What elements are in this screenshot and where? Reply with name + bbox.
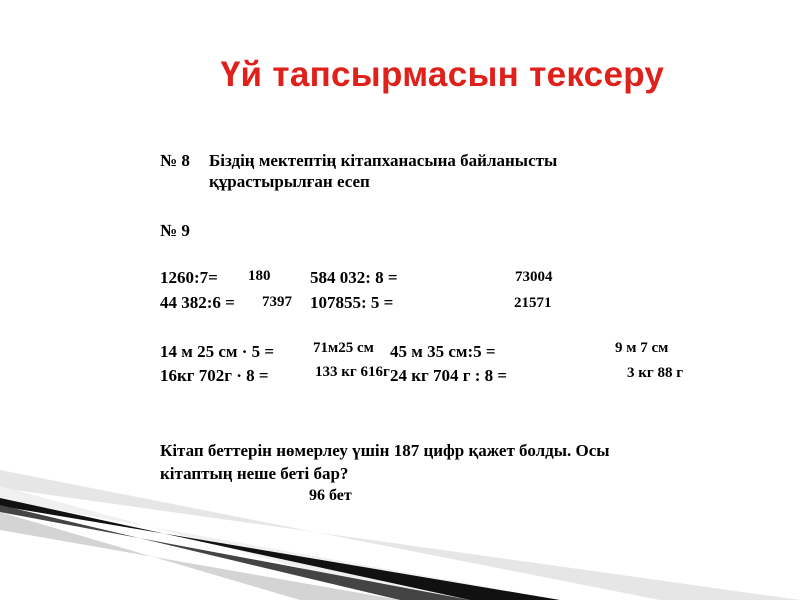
problem-answer: 96 бет [309,487,352,504]
row1-left-answer: 180 [248,268,271,284]
row2-left-answer: 7397 [262,294,292,310]
row3-right: 45 м 35 см:5 = [390,342,496,361]
task9-number: № 9 [160,221,190,240]
row2-left: 44 382:6 = [160,293,235,312]
row3-left-answer: 71м25 см [313,340,374,356]
task8-line1: Біздің мектептің кітапханасына байланысты [209,151,558,170]
problem-line2: кітаптың неше беті бар? [160,464,349,483]
problem-line1: Кітап беттерін нөмерлеу үшін 187 цифр қажет болды. Осы [160,441,610,460]
row4-right: 24 кг 704 г : 8 = [390,366,508,385]
row3-left: 14 м 25 см · 5 = [160,342,275,361]
row4-left: 16кг 702г · 8 = [160,366,269,385]
row2-right: 107855: 5 = [310,293,394,312]
row1-right-answer: 73004 [515,269,553,285]
row4-right-answer: 3 кг 88 г [627,365,684,381]
row4-left-answer: 133 кг 616г [315,364,390,380]
row1-left: 1260:7= [160,268,218,287]
row2-right-answer: 21571 [514,295,552,311]
task8-line2: құрастырылған есеп [209,172,370,191]
page-title: Үй тапсырмасын тексеру [220,55,665,94]
row1-right: 584 032: 8 = [310,268,398,287]
task8-number: № 8 [160,151,190,170]
row3-right-answer: 9 м 7 см [615,340,669,356]
